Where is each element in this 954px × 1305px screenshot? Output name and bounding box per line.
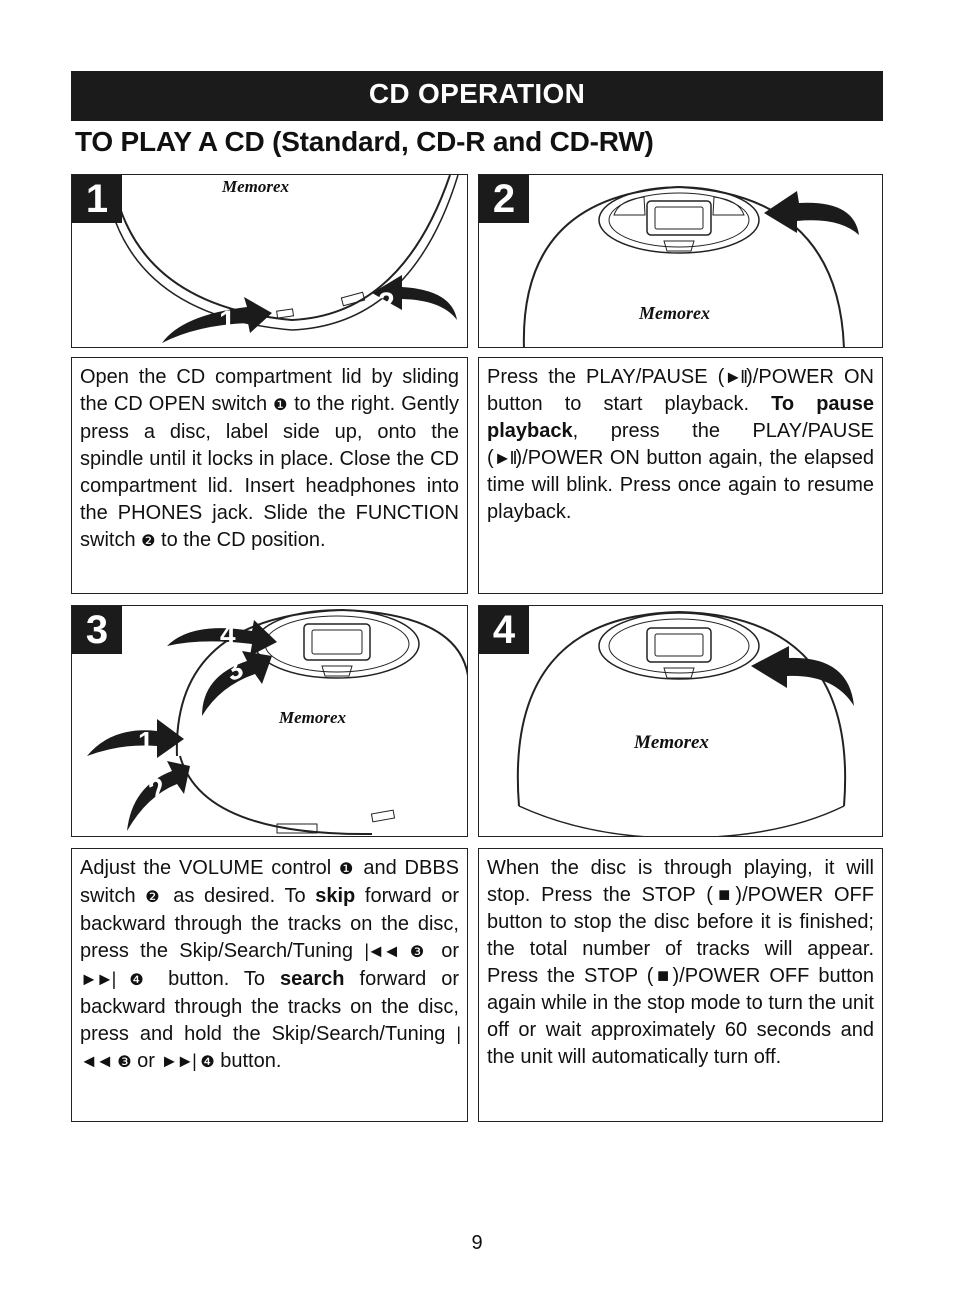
step-4-illustration bbox=[478, 605, 883, 837]
step-1-text: Open the CD compartment lid by sliding the CD OPEN switch ❶ to the right. Gently press a disc, label side up, onto the spindle until it locks in place. Close the CD compartment lid. Insert headphones into the PHONES jack. Slide the FUNCTION switch ❷ to the CD position. bbox=[71, 357, 468, 594]
svg-text:3: 3 bbox=[219, 652, 249, 688]
step-1-illustration bbox=[71, 174, 468, 348]
step-4-number: 4 bbox=[479, 606, 529, 654]
play-arrow bbox=[764, 191, 859, 235]
step-3-text: Adjust the VOLUME control ❶ and DBBS switch ❷ as desired. To skip forward or backward through the tracks on the disc, press the Skip/Search/Tuning |◄◄ ❸ or ►►| ❹ button. To search forward or backward through the tracks on the disc, press and hold the Skip/Search/Tuning |◄◄ ❸ or ►►| ❹ button. bbox=[71, 848, 468, 1122]
cd-player-stop-drawing bbox=[479, 606, 883, 837]
callout-2: 2 bbox=[378, 287, 395, 320]
play-pause-symbol: ►II bbox=[493, 448, 516, 468]
skip-back-symbol: |◄◄ bbox=[364, 941, 399, 961]
svg-text:2: 2 bbox=[143, 770, 173, 806]
cd-player-controls-drawing bbox=[72, 606, 468, 837]
page-subtitle: TO PLAY A CD (Standard, CD-R and CD-RW) bbox=[75, 126, 654, 157]
callout-1: 1 bbox=[219, 305, 236, 338]
step-2-text: Press the PLAY/PAUSE (►II)/POWER ON button to start playback. To pause playback, press the PLAY/PAUSE (►II)/POWER ON button again, the elapsed time will blink. Press once again to resume playback. bbox=[478, 357, 883, 594]
memorex-logo: Memorex bbox=[279, 708, 347, 727]
step-3-illustration bbox=[71, 605, 468, 837]
step-2-illustration bbox=[478, 174, 883, 348]
step-2-number: 2 bbox=[479, 175, 529, 223]
arrow-1 bbox=[87, 719, 184, 758]
step-3-number: 3 bbox=[72, 606, 122, 654]
skip-back-symbol: |◄◄ bbox=[80, 1024, 459, 1071]
step-4-text: When the disc is through playing, it will stop. Press the STOP (■)/POWER OFF button to stop the disc before it is finished; the total number of tracks will appear. Press the STOP (■)/POWER OFF button again while in the stop mode to turn the unit off or wait approximately 60 seconds and the unit will automatically turn off. bbox=[478, 848, 883, 1122]
cd-player-open-drawing bbox=[72, 175, 468, 348]
stop-symbol: ■ bbox=[712, 884, 736, 906]
page-number: 9 bbox=[471, 1232, 483, 1254]
memorex-logo: Memorex bbox=[222, 177, 290, 196]
section-banner: CD OPERATION bbox=[71, 71, 883, 121]
play-pause-symbol: ►II bbox=[724, 367, 747, 387]
svg-text:4: 4 bbox=[220, 619, 236, 650]
memorex-logo: Memorex bbox=[634, 732, 709, 753]
skip-forward-symbol: ►►| bbox=[160, 1051, 195, 1071]
memorex-logo: Memorex bbox=[639, 303, 710, 323]
step-1-number: 1 bbox=[72, 175, 122, 223]
svg-text:1: 1 bbox=[138, 726, 154, 757]
skip-forward-symbol: ►►| bbox=[80, 969, 115, 989]
stop-symbol: ■ bbox=[653, 965, 673, 987]
